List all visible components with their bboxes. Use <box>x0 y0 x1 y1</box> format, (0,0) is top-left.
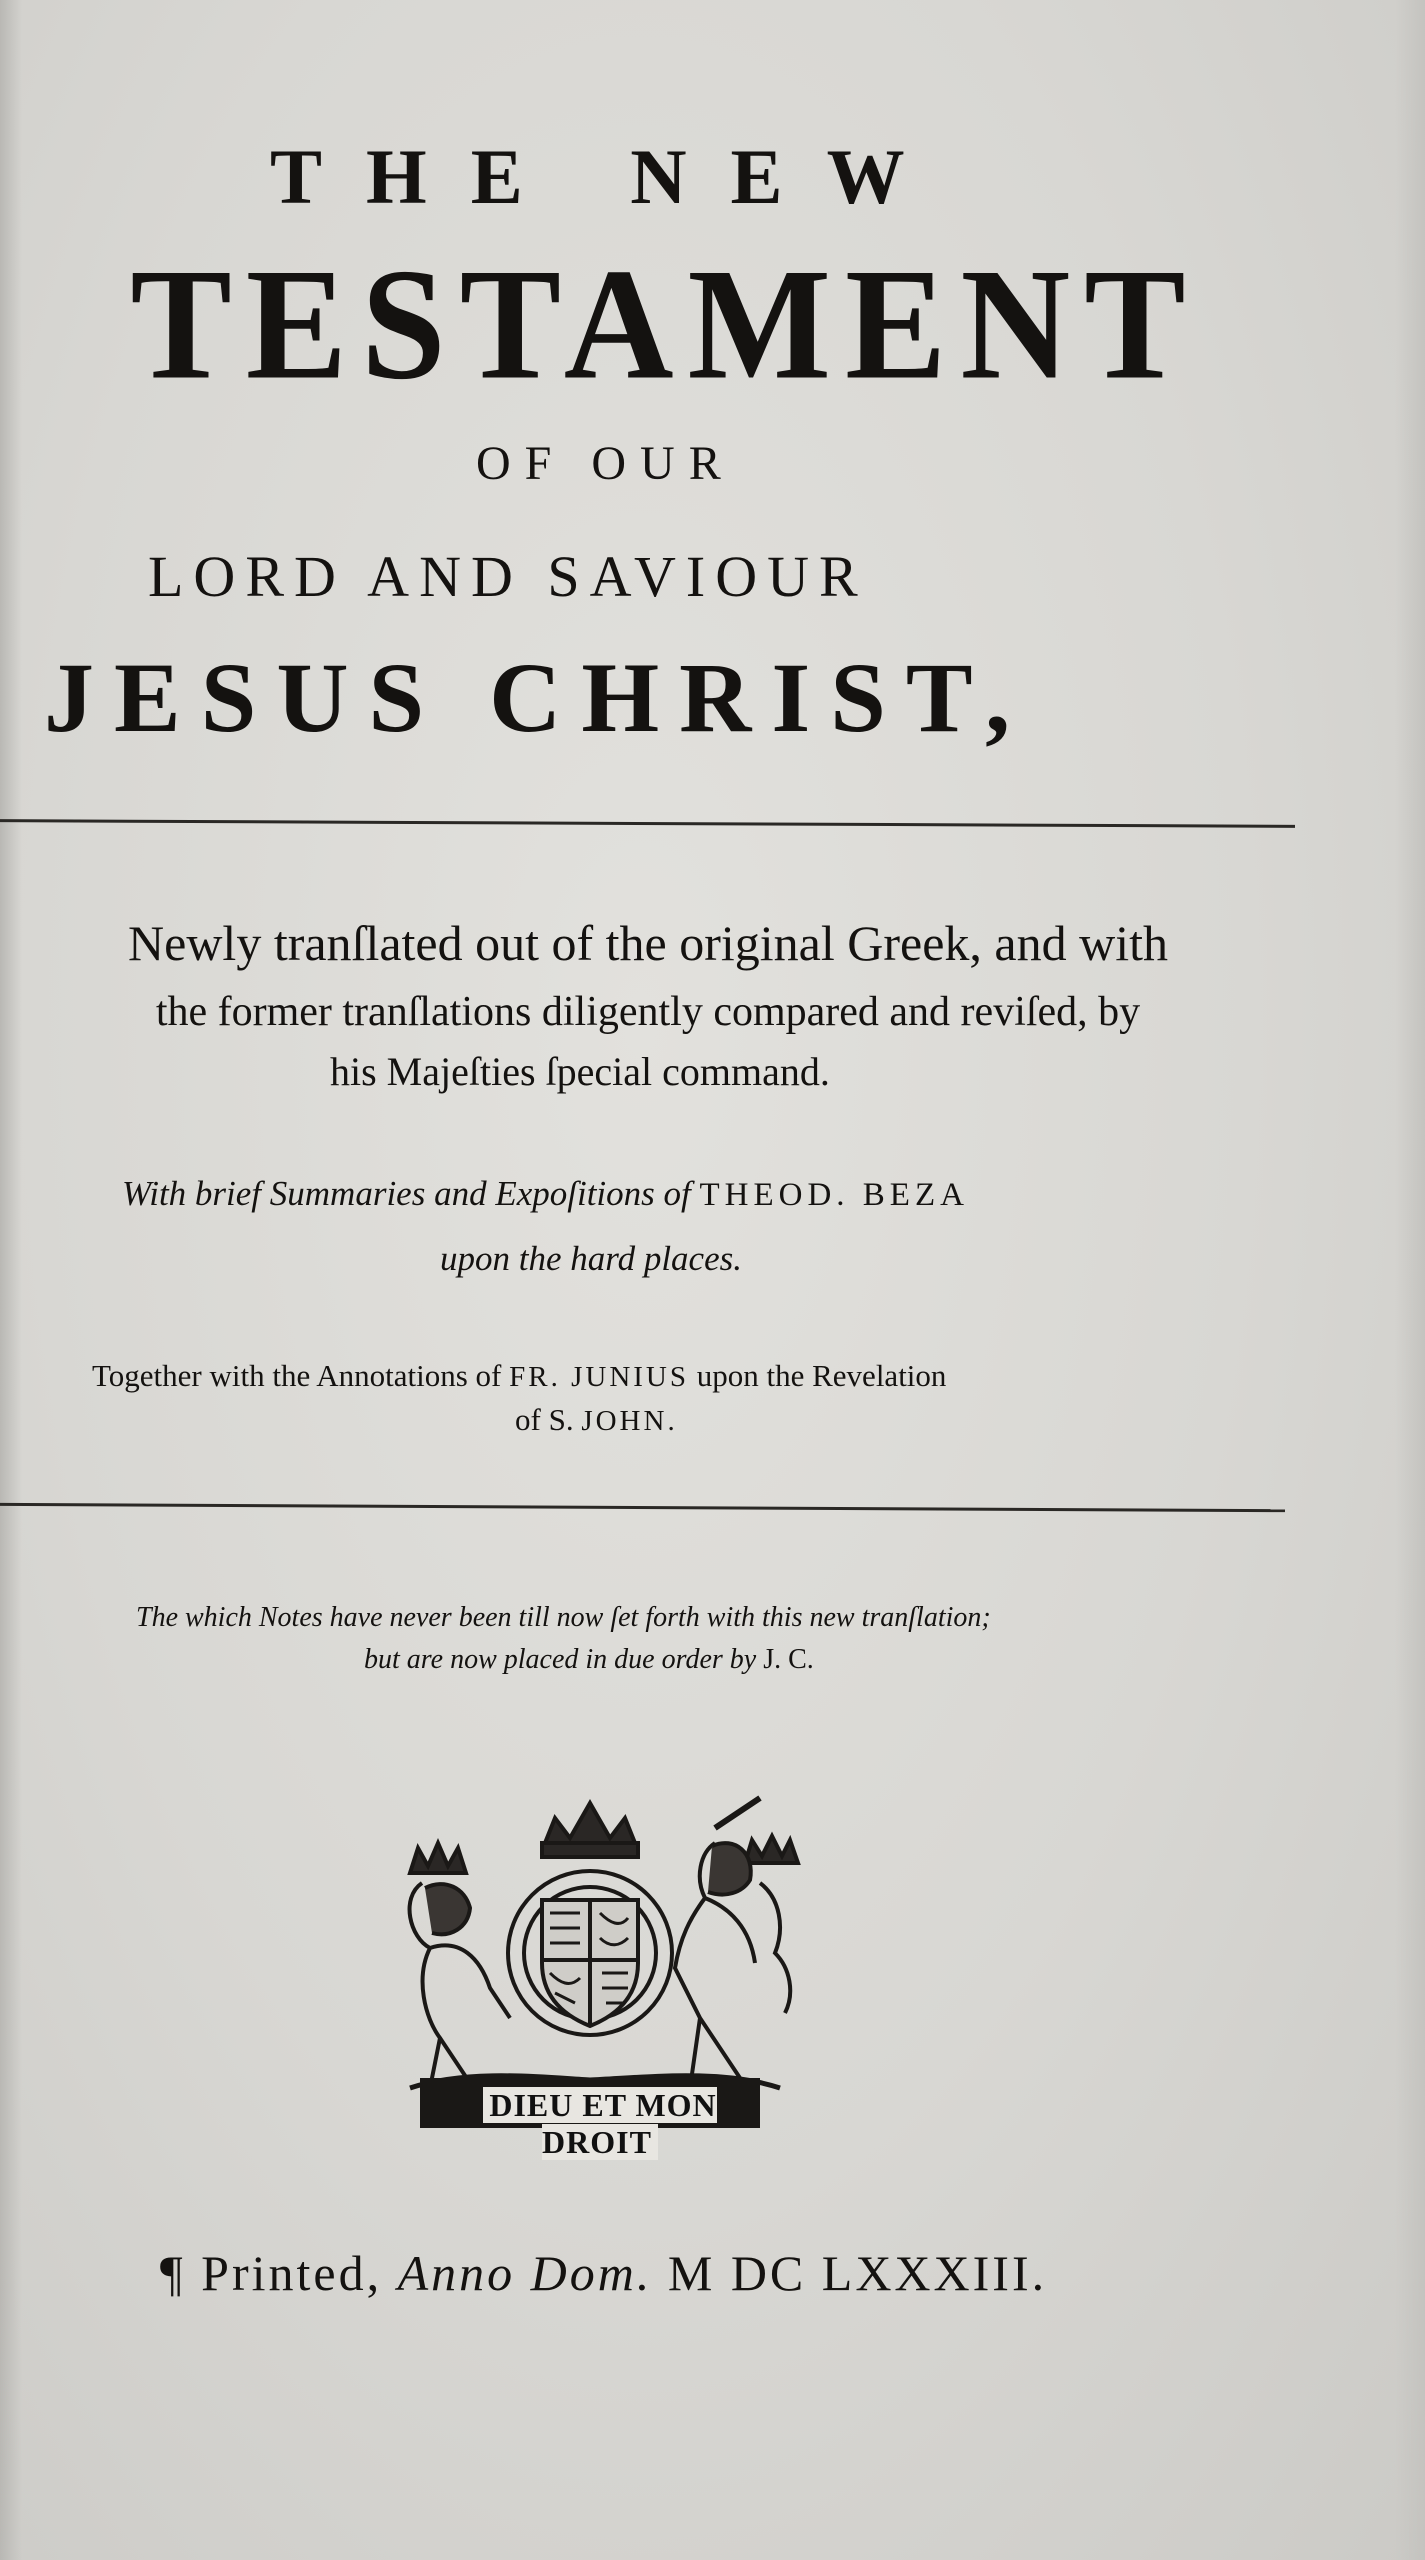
notes-initials: J. C. <box>763 1644 814 1675</box>
junius-line-2-text: of S. <box>515 1402 574 1437</box>
title-line-4: LORD AND SAVIOUR <box>148 544 868 609</box>
title-line-1: THE NEW <box>270 133 949 220</box>
junius-line-1-text: Together with the Annotations of <box>92 1358 502 1393</box>
junius-line-1 <box>92 1360 1425 1392</box>
notes-line-2-text: but are now placed in due order by <box>364 1644 757 1675</box>
imprint-year: M DC LXXXIII. <box>667 2245 1048 2301</box>
beza-line-2: upon the hard places. <box>440 1239 742 1278</box>
divider-rule-bottom <box>0 1503 1285 1512</box>
junius-name: FR. JUNIUS <box>509 1361 689 1393</box>
description-line-3: his Majeſties ſpecial command. <box>330 1049 830 1094</box>
notes-line-1: The which Notes have never been till now ſet forth with this new tranſlation; <box>136 1602 991 1633</box>
divider-rule-top <box>0 819 1295 828</box>
john-name: JOHN. <box>581 1405 678 1437</box>
arms-motto <box>425 2087 775 2161</box>
beza-line-1-text: With brief Summaries and Expoſitions of <box>122 1174 691 1213</box>
imprint-anno: Anno Dom. <box>397 2245 653 2301</box>
title-line-2: TESTAMENT <box>130 235 1200 413</box>
royal-arms-icon <box>370 1788 810 2138</box>
arms-motto-text: DIEU ET MON DROIT <box>483 2087 716 2160</box>
notes-line-2 <box>364 1646 1425 1674</box>
description-line-2: the former tranſlations diligently compared and reviſed, by <box>155 989 1141 1035</box>
description-line-1: Newly tranſlated out of the original Greek, and with <box>128 915 1168 971</box>
imprint-line <box>160 2245 1425 2301</box>
junius-line-1-end: upon the Revelation <box>696 1358 947 1393</box>
paragraph-mark-icon: ¶ <box>160 2245 186 2301</box>
title-line-3: OF OUR <box>476 437 735 490</box>
junius-line-2 <box>515 1404 1425 1436</box>
page-edge-shadow <box>1395 0 1425 2560</box>
imprint-printed: Printed, <box>201 2245 383 2301</box>
title-line-5: JESUS CHRIST, <box>44 642 1031 753</box>
beza-line-1 <box>122 1176 1425 1212</box>
beza-name: THEOD. BEZA <box>699 1177 969 1213</box>
